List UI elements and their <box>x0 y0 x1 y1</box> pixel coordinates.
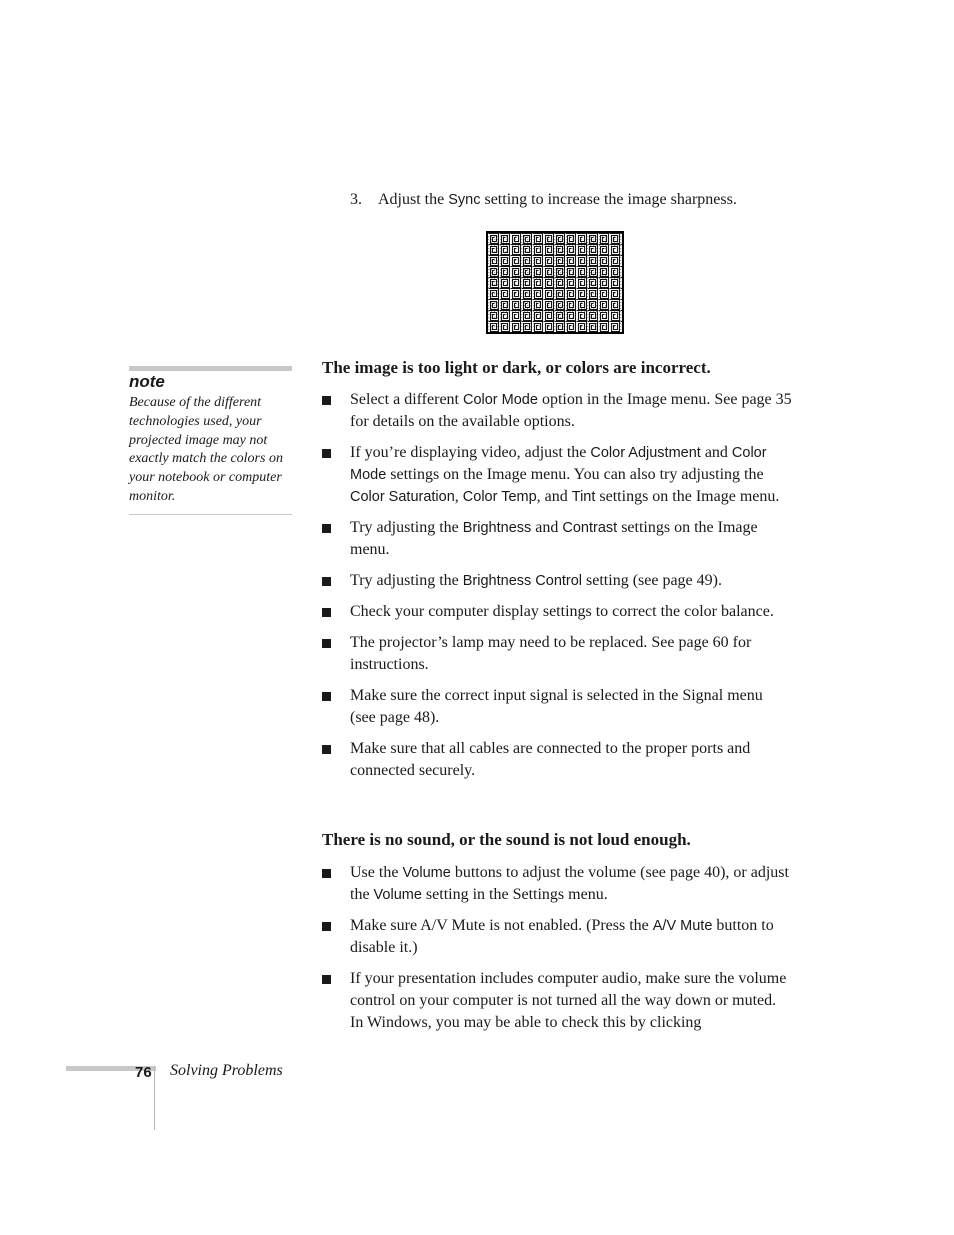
text-run: Make sure the correct input signal is selected in the Signal menu (see page 48). <box>350 687 763 726</box>
bullet-square-icon <box>322 639 331 648</box>
text-run: buttons to adjust the volume (see page 40), or adjust the <box>350 864 789 903</box>
text-run: , and <box>536 488 572 505</box>
bullet-square-icon <box>322 692 331 701</box>
text-run: option in the Image menu. See page 35 for details on the available options. <box>350 391 792 430</box>
bullet-square-icon <box>322 975 331 984</box>
note-text: Because of the different technologies used, your projected image may not exactly match the colors on your notebook or computer monitor. <box>129 395 283 504</box>
colors-bullet-list <box>322 389 792 791</box>
ui-term: Brightness <box>462 520 532 536</box>
text-run: Make sure that all cables are connected to the proper ports and connected securely. <box>350 740 751 779</box>
list-item <box>322 738 792 782</box>
text-run: and <box>531 519 563 536</box>
list-item <box>322 517 792 561</box>
ui-term: Tint <box>571 489 596 505</box>
text-run: If your presentation includes computer audio, make sure the volume control on your computer is not turned all the way down or muted. In Windows, you may be able to check this by clicking <box>350 970 787 1031</box>
section-heading-sound: There is no sound, or the sound is not loud enough. <box>322 830 691 849</box>
sync-test-pattern-image <box>486 231 624 334</box>
footer-section-title: Solving Problems <box>170 1062 283 1079</box>
bullet-square-icon <box>322 608 331 617</box>
text-run: Check your computer display settings to correct the color balance. <box>350 603 774 620</box>
text-run: If you’re displaying video, adjust the <box>350 444 591 461</box>
text-run: Try adjusting the <box>350 519 463 536</box>
ui-term: Volume <box>402 865 451 881</box>
text-run: , <box>454 488 463 505</box>
text-run: Try adjusting the <box>350 572 463 589</box>
text-run: settings on the Image menu. <box>350 519 758 558</box>
ui-term: Color Mode <box>350 445 767 483</box>
text-run: Select a different <box>350 391 463 408</box>
step-text-pre: Adjust the <box>378 191 449 208</box>
ui-term: Color Adjustment <box>590 445 701 461</box>
bullet-square-icon <box>322 577 331 586</box>
bullet-square-icon <box>322 449 331 458</box>
list-item <box>322 389 792 433</box>
ui-term: Brightness Control <box>462 573 583 589</box>
text-run: setting (see page 49). <box>582 572 722 589</box>
text-run: setting in the Settings menu. <box>421 886 608 903</box>
step-3 <box>350 191 737 209</box>
bullet-square-icon <box>322 869 331 878</box>
list-item <box>322 570 792 592</box>
text-run: and <box>700 444 732 461</box>
bullet-square-icon <box>322 396 331 405</box>
footer-divider <box>154 1066 155 1130</box>
list-item <box>322 632 792 676</box>
ui-term: Color Saturation <box>350 489 455 505</box>
bullet-square-icon <box>322 922 331 931</box>
text-run: button to disable it.) <box>350 917 774 956</box>
list-item <box>322 915 792 959</box>
text-run: settings on the Image menu. You can also try adjusting the <box>386 466 764 483</box>
list-item <box>322 601 792 623</box>
ui-term: Contrast <box>562 520 618 536</box>
bullet-square-icon <box>322 524 331 533</box>
ui-term: A/V Mute <box>652 918 713 934</box>
list-item <box>322 862 792 906</box>
note-bottom-rule <box>129 514 292 515</box>
text-run: Make sure A/V Mute is not enabled. (Press the <box>350 917 653 934</box>
sync-setting-name: Sync <box>448 192 481 208</box>
step-number: 3. <box>350 191 362 208</box>
text-run: Use the <box>350 864 403 881</box>
bullet-square-icon <box>322 745 331 754</box>
section-heading-colors: The image is too light or dark, or colors are incorrect. <box>322 358 711 377</box>
list-item <box>322 685 792 729</box>
text-run: The projector’s lamp may need to be replaced. See page 60 for instructions. <box>350 634 752 673</box>
ui-term: Volume <box>373 887 422 903</box>
list-item <box>322 442 792 508</box>
ui-term: Color Temp <box>462 489 537 505</box>
sound-bullet-list <box>322 862 792 1043</box>
step-text-post: setting to increase the image sharpness. <box>480 191 737 208</box>
note-top-bar <box>129 366 292 371</box>
page-number: 76 <box>135 1064 152 1081</box>
text-run: settings on the Image menu. <box>595 488 780 505</box>
note-title: note <box>129 372 165 391</box>
ui-term: Color Mode <box>462 392 538 408</box>
list-item <box>322 968 792 1034</box>
